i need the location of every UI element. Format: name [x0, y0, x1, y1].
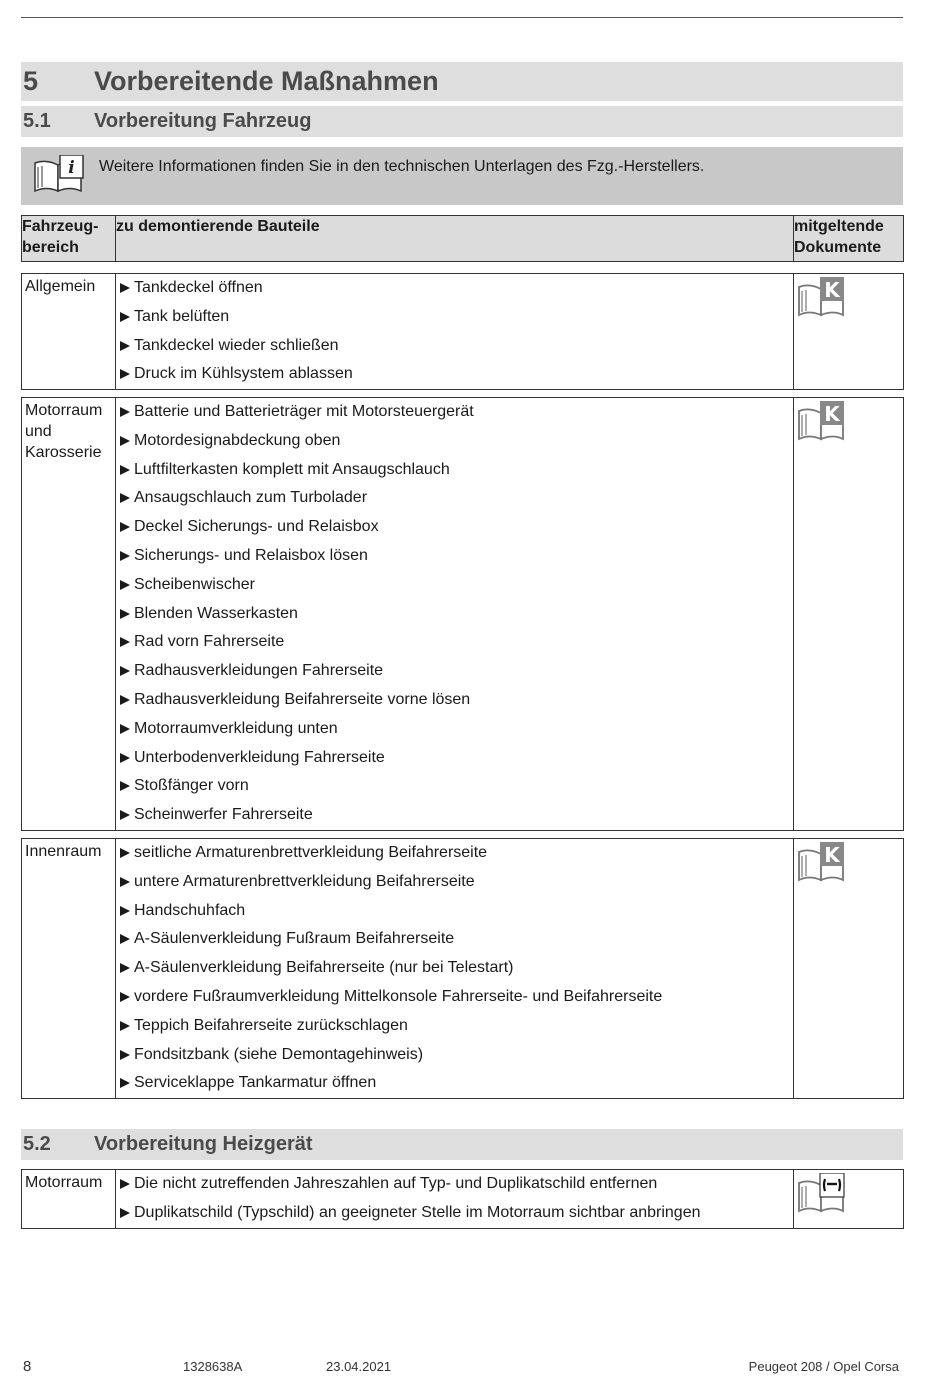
list-item: Rad vorn Fahrerseite — [116, 628, 793, 657]
list-item: Teppich Beifahrerseite zurückschlagen — [116, 1012, 793, 1041]
list-item: Scheibenwischer — [116, 571, 793, 600]
section-number: 5.1 — [23, 110, 51, 132]
list-item: Tank belüften — [116, 303, 793, 332]
list-item: Scheinwerfer Fahrerseite — [116, 801, 793, 830]
section-5-2-heading — [21, 1129, 903, 1160]
area-cell: Allgemein — [22, 274, 116, 390]
book-k-icon — [796, 277, 848, 317]
svg-text:K: K — [824, 402, 840, 426]
header-documents: mitgeltende Dokumente — [794, 216, 904, 262]
list-item: Motorraumverkleidung unten — [116, 715, 793, 744]
document-cell — [794, 398, 904, 831]
document-cell — [794, 839, 904, 1099]
document-number: 1328638A — [183, 1359, 243, 1374]
svg-text:K: K — [824, 843, 840, 867]
list-item: Tankdeckel wieder schließen — [116, 332, 793, 361]
list-item: Serviceklappe Tankarmatur öffnen — [116, 1069, 793, 1098]
section-5-1-heading — [21, 106, 903, 137]
group-table — [21, 273, 904, 390]
list-item: Stoßfänger vorn — [116, 772, 793, 801]
list-item: Handschuhfach — [116, 897, 793, 926]
list-item: untere Armaturenbrettverkleidung Beifahrerseite — [116, 868, 793, 897]
group-table — [21, 838, 904, 1099]
list-item: A-Säulenverkleidung Fußraum Beifahrerseite — [116, 925, 793, 954]
list-item: Deckel Sicherungs- und Relaisbox — [116, 513, 793, 542]
list-item: Blenden Wasserkasten — [116, 600, 793, 629]
document-cell — [794, 274, 904, 390]
section-5-heading — [21, 62, 903, 101]
parts-cell — [116, 1170, 794, 1229]
vehicle-label: Peugeot 208 / Opel Corsa — [748, 1359, 899, 1374]
list-item: seitliche Armaturenbrettverkleidung Beifahrerseite — [116, 839, 793, 868]
section-title: Vorbereitende Maßnahmen — [94, 66, 439, 96]
list-item: A-Säulenverkleidung Beifahrerseite (nur bei Telestart) — [116, 954, 793, 983]
list-item: Radhausverkleidung Beifahrerseite vorne lösen — [116, 686, 793, 715]
info-text: Weitere Informationen finden Sie in den technischen Unterlagen des Fzg.-Herstellers. — [99, 158, 705, 175]
list-item: Motordesignabdeckung oben — [116, 427, 793, 456]
heater-table — [21, 1169, 904, 1229]
page-number: 8 — [23, 1358, 32, 1375]
list-item: Tankdeckel öffnen — [116, 274, 793, 303]
list-item: Fondsitzbank (siehe Demontagehinweis) — [116, 1041, 793, 1070]
parts-cell — [116, 274, 794, 390]
list-item: Radhausverkleidungen Fahrerseite — [116, 657, 793, 686]
table-header — [21, 215, 904, 262]
list-item: Unterbodenverkleidung Fahrerseite — [116, 744, 793, 773]
svg-text:K: K — [824, 278, 840, 302]
list-item: Batterie und Batterieträger mit Motorsteuergerät — [116, 398, 793, 427]
list-item: Luftfilterkasten komplett mit Ansaugschlauch — [116, 456, 793, 485]
document-cell — [794, 1170, 904, 1229]
area-cell: Motorraum und Karosserie — [22, 398, 116, 831]
group-table — [21, 397, 904, 831]
section-number: 5 — [23, 66, 39, 96]
list-item: Ansaugschlauch zum Turbolader — [116, 484, 793, 513]
section-title: Vorbereitung Heizgerät — [94, 1133, 313, 1155]
book-k-icon — [796, 842, 848, 882]
section-title: Vorbereitung Fahrzeug — [94, 110, 312, 132]
header-area: Fahrzeug- bereich — [22, 216, 116, 262]
book-k-icon — [796, 401, 848, 441]
header-parts: zu demontierende Bauteile — [116, 216, 794, 262]
parts-cell — [116, 398, 794, 831]
top-rule — [21, 17, 903, 18]
area-cell: Innenraum — [22, 839, 116, 1099]
section-number: 5.2 — [23, 1133, 51, 1155]
info-book-icon — [33, 155, 85, 200]
list-item: Druck im Kühlsystem ablassen — [116, 360, 793, 389]
area-cell: Motorraum — [22, 1170, 116, 1229]
list-item: vordere Fußraumverkleidung Mittelkonsole Fahrerseite- und Beifahrerseite — [116, 983, 793, 1012]
book-heater-icon — [796, 1173, 848, 1213]
list-item: Sicherungs- und Relaisbox lösen — [116, 542, 793, 571]
info-box — [21, 147, 903, 205]
parts-cell — [116, 839, 794, 1099]
list-item: Duplikatschild (Typschild) an geeigneter Stelle im Motorraum sichtbar anbringen — [116, 1199, 793, 1228]
svg-text:i: i — [68, 158, 75, 178]
document-date: 23.04.2021 — [326, 1359, 392, 1374]
list-item: Die nicht zutreffenden Jahreszahlen auf Typ- und Duplikatschild entfernen — [116, 1170, 793, 1199]
